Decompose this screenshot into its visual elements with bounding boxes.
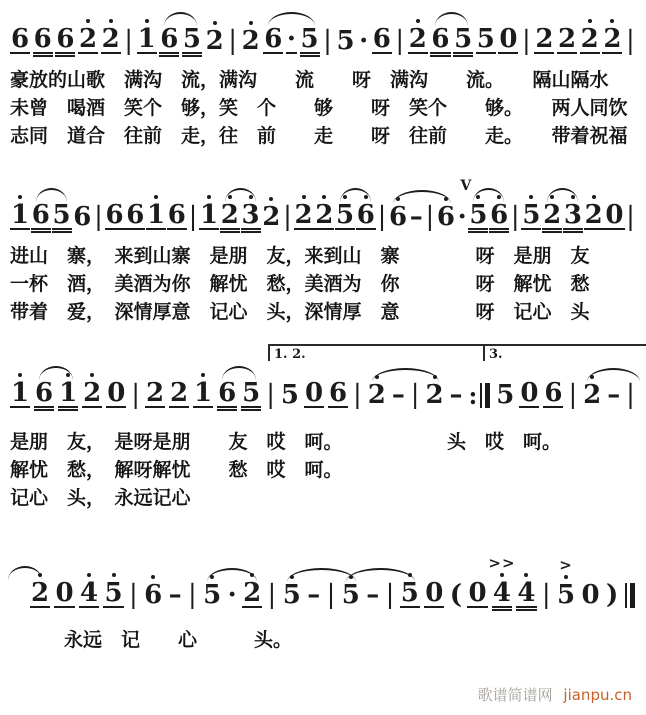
note: 6 (31, 200, 50, 230)
note: 2 (583, 380, 602, 410)
volta-label: 1. 2. (274, 347, 306, 362)
barline: | (266, 380, 275, 410)
repeat-barline: : (467, 383, 491, 408)
note: 5 (242, 378, 261, 408)
aug-dot: · (227, 580, 237, 610)
slur-icon (372, 368, 439, 382)
notation-line (0, 176, 646, 242)
dash-extension: – (391, 380, 405, 410)
barline: | (187, 580, 197, 610)
barline: | (385, 580, 395, 610)
note: 4 (79, 578, 99, 608)
note: 5 (52, 200, 71, 230)
rest: 0 (581, 580, 600, 610)
barline: | (410, 380, 420, 410)
volta-label: 3. (489, 347, 503, 362)
note: 6 (144, 580, 163, 610)
note: 1 (11, 200, 30, 230)
note: 5 > (557, 556, 576, 610)
dash-extension: – (409, 202, 423, 232)
rest: 0 (304, 378, 324, 408)
notation-line (0, 342, 646, 420)
note: 5 (104, 578, 123, 608)
volta-bracket (483, 344, 646, 361)
lyric-line: 带着 爱， 深情厚意 记心 头，深情厚 意 呀 记心 头 (10, 301, 590, 323)
note: 5 (203, 580, 222, 610)
note: 5 (400, 578, 419, 608)
note: 2 (170, 378, 189, 408)
lyrics-block (0, 242, 646, 326)
lyric-line: 永远 记 心 头。 (64, 629, 293, 651)
note: 2 (580, 24, 599, 54)
barline: | (510, 202, 520, 232)
slur-icon (8, 566, 42, 580)
note: 3 (241, 200, 260, 230)
aug-dot: · (359, 26, 369, 56)
note: 2 (425, 380, 444, 410)
note: 2 (243, 578, 262, 608)
lyric-line: 豪放的山歌 满沟 流，满沟 流 呀 满沟 流。 隔山隔水 (10, 69, 609, 91)
barline: | (625, 26, 635, 56)
final-barline (624, 583, 636, 608)
lyrics-block (0, 66, 646, 150)
note: 6 (490, 200, 509, 230)
barline: | (124, 26, 134, 56)
rest: 0 (55, 578, 74, 608)
rest: 0 (107, 378, 126, 408)
breath-mark-icon: V (460, 178, 473, 194)
note: 2 (205, 26, 224, 56)
note: 2 (543, 200, 562, 230)
footer (478, 684, 632, 705)
note: 5 (522, 200, 541, 230)
note: 2 (315, 200, 334, 230)
slur-icon (164, 12, 197, 26)
note: 2 (294, 200, 313, 230)
note: 6 (431, 24, 450, 54)
note: 2 (78, 24, 98, 54)
lyric-line: 一杯 酒， 美酒为你 解忧 愁，美酒为 你 呀 解忧 愁 (10, 273, 590, 295)
note: 6 (73, 202, 92, 232)
barline: | (188, 202, 198, 232)
barline: | (425, 202, 435, 232)
note: 5 (336, 26, 355, 56)
barline: | (522, 26, 531, 56)
note: 1 (59, 378, 78, 408)
note: 5 (476, 24, 495, 54)
lyric-line: 记心 头， 永远记心 (10, 487, 191, 509)
dash-extension: – (307, 580, 321, 610)
note: 2 (145, 378, 165, 408)
note: 6 (264, 24, 283, 54)
note: 2 (31, 578, 50, 608)
lyric-line: 进山 寨， 来到山寨 是朋 友，来到山 寨 呀 是朋 友 (10, 245, 590, 267)
note: 5 (336, 200, 355, 230)
slur-icon (39, 366, 73, 380)
slur-icon (36, 188, 67, 202)
barline: | (395, 26, 405, 56)
slur-icon (435, 12, 468, 26)
barline: | (377, 202, 387, 232)
note: 2 (262, 202, 281, 232)
paren: ) (606, 580, 619, 610)
note: 5 V (460, 178, 488, 230)
barline: | (267, 580, 277, 610)
barline: | (568, 380, 578, 410)
slur-icon (340, 188, 371, 202)
note: 5 (280, 380, 299, 410)
barline: | (626, 380, 635, 410)
note: 4 >> (488, 554, 516, 608)
note: 3 (563, 200, 582, 230)
note: 6 (436, 202, 455, 232)
note: 5 (282, 580, 301, 610)
note: 6 (105, 200, 124, 230)
note: 6 (167, 200, 186, 230)
note: 5 (300, 24, 319, 54)
lyric-line: 解忧 愁， 解呀解忧 愁 哎 呵。 (10, 459, 343, 481)
rest: 0 (605, 200, 624, 230)
note: 6 (160, 24, 179, 54)
note: 4 (517, 578, 536, 608)
footer-site-url[interactable]: jianpu.cn (563, 686, 632, 704)
rest: 0 (499, 24, 518, 54)
note: 6 (126, 200, 145, 230)
score (0, 4, 646, 654)
note: 2 (101, 24, 120, 54)
notation-line (0, 4, 646, 66)
lyric-line: 未曾 喝酒 笑个 够，笑 个 够 呀 笑个 够。 两人同饮 (10, 97, 628, 119)
note: 2 (603, 24, 622, 54)
barline: | (128, 580, 138, 610)
note: 6 (33, 24, 52, 54)
barline: | (353, 380, 362, 410)
aug-dot: · (286, 24, 296, 54)
slur-icon (587, 368, 640, 382)
note: 5 (341, 580, 360, 610)
note: 6 (372, 24, 391, 54)
accent-mark-icon: > (559, 556, 573, 574)
dash-extension: – (449, 380, 463, 410)
note: 5 (182, 24, 202, 54)
volta-bracket (268, 344, 499, 361)
slur-icon (222, 366, 256, 380)
note: 6 (544, 378, 563, 408)
note: 6 (389, 202, 408, 232)
barline: | (541, 580, 551, 610)
dash-extension: – (366, 580, 380, 610)
slur-icon (268, 12, 315, 26)
note: 2 (535, 24, 554, 54)
note: 6 (218, 378, 237, 408)
barline: | (131, 380, 140, 410)
note: 2 (241, 26, 260, 56)
rest: 0 (520, 378, 539, 408)
rest: 0 (468, 578, 487, 608)
note: 5 (496, 380, 515, 410)
note: 1 (200, 200, 219, 230)
lyric-line: 是朋 友， 是呀是朋 友 哎 呵。 头 哎 呵。 (10, 431, 562, 453)
lyrics-block (0, 626, 646, 654)
rest: 0 (425, 578, 444, 608)
aug-dot: · (457, 202, 467, 232)
accent-mark-icon: >> (488, 554, 516, 572)
footer-site-name: 歌谱简谱网 (477, 686, 553, 704)
slur-icon (207, 568, 257, 582)
lyrics-block (0, 428, 646, 512)
note: 2 (83, 378, 102, 408)
note: 1 (11, 378, 30, 408)
slur-icon (473, 188, 504, 202)
barline: | (94, 202, 103, 232)
slur-icon (393, 190, 451, 204)
lyric-line: 志同 道合 往前 走，往 前 走 呀 往前 走。 带着祝福 (10, 125, 628, 147)
note: 2 (220, 200, 239, 230)
note: 1 (137, 24, 156, 54)
barline: | (283, 202, 292, 232)
note: 6 (329, 378, 348, 408)
note: 6 (11, 24, 30, 54)
paren: ( (449, 580, 463, 610)
slur-icon (346, 568, 415, 582)
note: 6 (35, 378, 54, 408)
slur-icon (225, 188, 256, 202)
slur-icon (547, 188, 578, 202)
notation-line (0, 554, 646, 620)
barline: | (228, 26, 237, 56)
dash-extension: – (607, 380, 621, 410)
note: 5 (454, 24, 473, 54)
note: 1 (194, 378, 213, 408)
note: 2 (558, 24, 577, 54)
barline: | (626, 202, 635, 232)
note: 6 (56, 24, 75, 54)
note: 2 (408, 24, 427, 54)
barline: | (326, 580, 336, 610)
note: 2 (584, 200, 603, 230)
note: 2 (367, 380, 386, 410)
note: 1 (147, 200, 166, 230)
note: 6 (356, 200, 375, 230)
barline: | (323, 26, 332, 56)
dash-extension: – (168, 580, 182, 610)
